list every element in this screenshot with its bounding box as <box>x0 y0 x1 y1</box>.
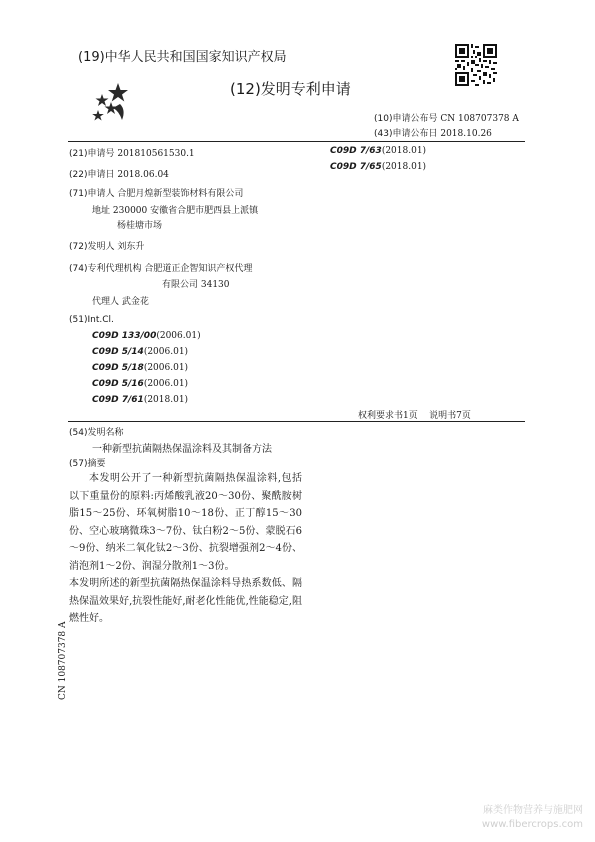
patent-agency <box>69 261 252 274</box>
abstract-paragraph-1: 本发明公开了一种新型抗菌隔热保温涂料,包括以下重量份的原料:丙烯酸乳液20～30份、聚酰胺树脂15～25份、环氧树脂10～18份、正丁醇15～30份、空心玻璃微珠3～7份、钛白粉2～5份、蒙脱石6～9份、纳米二氧化钛2～3份、抗裂增强剂2～4份、消泡剂1～2份、润湿分散剂1～3份。 <box>69 473 302 572</box>
patent-office-emblem <box>90 80 132 122</box>
invention-title-label: (54)发明名称 <box>69 428 124 438</box>
application-number-label: (21)申请号 <box>69 149 115 159</box>
ipc-code-3 <box>92 363 188 373</box>
address-label: 地址 <box>92 206 111 216</box>
ipc-year: (2018.01) <box>381 146 427 156</box>
ipc-year: (2018.01) <box>143 395 189 405</box>
application-date-label: (22)申请日 <box>69 170 115 180</box>
watermark-line-1: 麻类作物营养与施肥网 <box>483 805 583 816</box>
application-date-value: 2018.06.04 <box>117 170 169 180</box>
ipc-code: C09D 133/00 <box>92 331 157 341</box>
watermark-line-2: www.fibercrops.com <box>481 819 583 830</box>
publication-number-label: (10)申请公布号 <box>374 114 438 124</box>
ipc-code: C09D 5/18 <box>92 363 144 373</box>
ipc-code: C09D 5/14 <box>92 347 144 357</box>
watermark <box>482 804 583 832</box>
ipc-year: (2006.01) <box>143 363 189 373</box>
qr-code <box>455 44 497 86</box>
address-line-1: 230000 安徽省合肥市肥西县上派镇 <box>112 206 259 216</box>
publication-date <box>374 126 492 139</box>
abstract-divider <box>68 421 525 422</box>
publication-number <box>374 111 519 124</box>
publication-date-label: (43)申请公布日 <box>374 129 438 139</box>
application-date <box>69 167 169 180</box>
agent <box>92 294 149 307</box>
invention-title: 一种新型抗菌隔热保温涂料及其制备方法 <box>92 444 272 455</box>
ipc-code-4 <box>92 379 188 389</box>
abstract-body <box>69 470 302 628</box>
agent-value: 武金花 <box>121 297 149 307</box>
ipc-code: C09D 7/63 <box>330 146 382 156</box>
applicant <box>69 186 243 199</box>
publication-date-value: 2018.10.26 <box>440 129 492 139</box>
agent-label: 代理人 <box>92 297 120 307</box>
patent-agency-line-1: 合肥道正企智知识产权代理 <box>144 264 253 274</box>
inventor-value: 刘东升 <box>117 242 145 252</box>
ipc-code-6 <box>330 146 426 156</box>
office-name: (19)中华人民共和国国家知识产权局 <box>78 50 287 65</box>
ipc-year: (2006.01) <box>143 379 189 389</box>
int-cl-label: (51)Int.Cl. <box>69 315 114 325</box>
abstract-paragraph-2: 本发明所述的新型抗菌隔热保温涂料导热系数低、隔热保温效果好,抗裂性能好,耐老化性能优,性能稳定,阻燃性好。 <box>69 578 302 624</box>
applicant-label: (71)申请人 <box>69 189 115 199</box>
inventor-label: (72)发明人 <box>69 242 115 252</box>
application-number <box>69 146 195 159</box>
abstract-label: (57)摘要 <box>69 459 106 469</box>
ipc-code-1 <box>92 331 201 341</box>
patent-agency-line-2: 有限公司 34130 <box>162 280 230 290</box>
address-line-2: 杨桂塘市场 <box>117 221 163 231</box>
ipc-year: (2006.01) <box>143 347 189 357</box>
ipc-code-7 <box>330 162 426 172</box>
publication-number-value: CN 108707378 A <box>440 114 519 124</box>
page-count-note: 权利要求书1页 说明书7页 <box>358 411 471 421</box>
patent-agency-label: (74)专利代理机构 <box>69 264 142 274</box>
application-number-value: 201810561530.1 <box>117 149 195 159</box>
ipc-code: C09D 7/61 <box>92 395 144 405</box>
address <box>92 203 258 216</box>
ipc-code: C09D 5/16 <box>92 379 144 389</box>
header-divider <box>68 141 525 142</box>
ipc-year: (2018.01) <box>381 162 427 172</box>
side-publication-number: CN 108707378 A <box>58 621 68 700</box>
applicant-value: 合肥月煌新型装饰材料有限公司 <box>117 189 244 199</box>
ipc-code-2 <box>92 347 188 357</box>
ipc-code-5 <box>92 395 188 405</box>
ipc-year: (2006.01) <box>156 331 201 341</box>
ipc-code: C09D 7/65 <box>330 162 382 172</box>
document-type: (12)发明专利申请 <box>230 80 351 98</box>
inventor <box>69 239 144 252</box>
